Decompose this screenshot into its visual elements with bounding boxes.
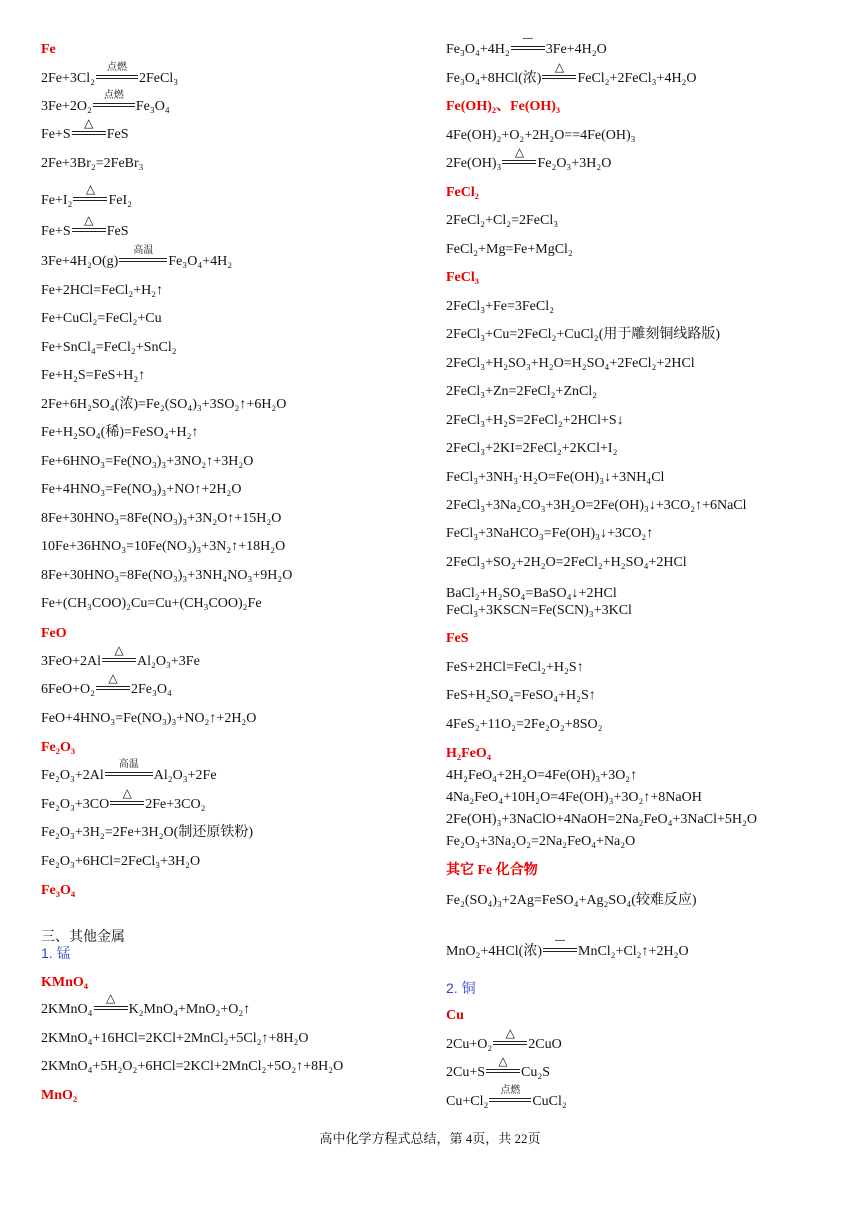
reaction-arrow [102, 643, 136, 662]
reaction-condition: △ [514, 145, 525, 159]
equation-line: Fe+4HNO₃=Fe(NO₃)₃+NO↑+2H₂O [41, 482, 242, 497]
equation-line: 2FeCl₃+Fe=3FeCl₂ [446, 299, 555, 314]
reaction-arrow [96, 671, 130, 690]
equation-line: Fe+6HNO₃=Fe(NO₃)₃+3NO₂↑+3H₂O [41, 454, 254, 469]
equation-rhs: Al₂O₃+3Fe [137, 654, 200, 669]
equation-rhs: Al₂O₃+2Fe [153, 768, 217, 783]
reaction-condition: 点燃 [500, 1085, 521, 1096]
equation-rhs: FeS [106, 224, 129, 239]
equation-line: Fe₂O₃+3Na₂O₂=2Na₂FeO₄+Na₂O [446, 834, 636, 849]
reaction-condition: △ [105, 991, 116, 1005]
equation-line: Fe+(CH₃COO)₂Cu=Cu+(CH₃COO)₂Fe [41, 596, 262, 611]
equation-rhs: 2Fe₃O₄ [131, 682, 172, 697]
equation-lhs: 3Fe+2O₂ [41, 99, 92, 114]
equation-line [41, 182, 132, 209]
page-footer: 高中化学方程式总结，第 4页，共 22页 [319, 1131, 541, 1146]
equation-rhs: CuCl₂ [532, 1094, 567, 1109]
equation-line: 8Fe+30HNO₃=8Fe(NO₃)₃+3NH₄NO₃+9H₂O [41, 568, 293, 583]
equation-lhs: 3Fe+4H₂O(g) [41, 254, 119, 269]
equation-line: 2Fe+6H₂SO₄(浓)=Fe₂(SO₄)₃+3SO₂↑+6H₂O [41, 397, 287, 412]
section-heading: Cu [446, 1008, 464, 1023]
section-heading: MnO₂ [41, 1088, 78, 1103]
equation-line: 2Fe+3Br₂=2FeBr₃ [41, 156, 144, 171]
equation-rhs: Fe₃O₄ [135, 99, 170, 114]
reaction-condition: △ [85, 182, 96, 196]
equation-rhs: Fe₂O₃+3H₂O [537, 156, 612, 171]
equation-lhs: Fe+S [41, 224, 71, 239]
reaction-condition: 点燃 [107, 62, 128, 73]
section-heading: FeO [41, 626, 67, 641]
equation-line [446, 60, 697, 87]
equation-line [41, 116, 129, 143]
reaction-condition: △ [114, 643, 124, 657]
equation-lhs: Fe+I₂ [41, 193, 73, 208]
equation-line: 2FeCl₂+Cl₂=2FeCl₃ [446, 213, 559, 228]
equation-line: FeCl₂+Mg=Fe+MgCl₂ [446, 242, 573, 257]
equation-lhs: 6FeO+O₂ [41, 682, 95, 697]
equation-line: Fe+H₂SO₄(稀)=FeSO₄+H₂↑ [41, 425, 199, 440]
equation-line [41, 62, 179, 87]
subsection-heading: 2. 铜 [446, 980, 476, 996]
equation-line [41, 245, 233, 270]
equation-line: Fe+H₂S=FeS+H₂↑ [41, 368, 146, 383]
equation-line [41, 643, 200, 670]
equation-line: 4Na₂FeO₄+10H₂O=4Fe(OH)₃+3O₂↑+8NaOH [446, 790, 702, 805]
equation-rhs: 2Fe+3CO₂ [145, 797, 206, 812]
reaction-condition: — [555, 935, 565, 946]
reaction-arrow [72, 116, 106, 135]
reaction-condition: 高温 [133, 245, 154, 256]
equation-line: 2FeCl₃+H₂S=2FeCl₂+2HCl+S↓ [446, 413, 624, 428]
reaction-arrow [93, 90, 135, 107]
equation-line: 2Fe(OH)₃+3NaClO+4NaOH=2Na₂FeO₄+3NaCl+5H₂O [446, 812, 757, 827]
equation-line [446, 1026, 562, 1053]
equation-line [41, 90, 170, 115]
reaction-condition: △ [84, 116, 94, 130]
section-heading: Fe(OH)₂、Fe(OH)₃ [446, 99, 561, 114]
equation-line [41, 213, 129, 240]
equation-line: 2FeCl₃+SO₂+2H₂O=2FeCl₂+H₂SO₄+2HCl [446, 555, 687, 570]
equation-line [41, 786, 206, 813]
equation-line [446, 935, 689, 960]
equation-line [446, 145, 612, 172]
equation-line: 2FeCl₃+H₂SO₃+H₂O=H₂SO₄+2FeCl₂+2HCl [446, 356, 695, 371]
equation-line [41, 671, 172, 698]
equation-line: Fe+CuCl₂=FeCl₂+Cu [41, 311, 162, 326]
equation-lhs: 2KMnO₄ [41, 1002, 93, 1017]
equation-line: 2KMnO₄+5H₂O₂+6HCl=2KCl+2MnCl₂+5O₂↑+8H₂O [41, 1059, 344, 1074]
equation-line: FeCl₃+3NaHCO₃=Fe(OH)₃↓+3CO₂↑ [446, 526, 654, 541]
equation-line: 2FeCl₃+2KI=2FeCl₂+2KCl+I₂ [446, 441, 618, 456]
reaction-condition: △ [122, 786, 132, 800]
reaction-condition: △ [498, 1054, 508, 1068]
reaction-condition: 点燃 [103, 90, 124, 101]
section-heading: Fe₂O₃ [41, 740, 76, 755]
chapter-heading: 三、其他金属 [41, 928, 125, 944]
equation-lhs: 2Cu+O₂ [446, 1037, 493, 1052]
equation-lhs: Cu+Cl₂ [446, 1094, 489, 1109]
reaction-arrow [489, 1085, 531, 1102]
equation-line: FeS+H₂SO₄=FeSO₄+H₂S↑ [446, 688, 596, 703]
reaction-arrow [96, 62, 138, 79]
equation-lhs: Fe₂O₃+2Al [41, 768, 104, 783]
reaction-arrow [542, 60, 576, 79]
equation-line: 2FeCl₃+Zn=2FeCl₂+ZnCl₂ [446, 384, 598, 399]
equation-rhs: MnCl₂+Cl₂↑+2H₂O [578, 944, 689, 959]
equation-line [446, 1054, 551, 1081]
reaction-arrow [72, 213, 106, 232]
equation-line [446, 33, 607, 58]
equation-line [41, 759, 217, 784]
equation-rhs: 2FeCl₃ [139, 71, 179, 86]
equation-line: 8Fe+30HNO₃=8Fe(NO₃)₃+3N₂O↑+15H₂O [41, 511, 282, 526]
reaction-arrow [119, 245, 167, 262]
equation-rhs: 2CuO [528, 1037, 562, 1052]
equation-line: Fe₂O₃+6HCl=2FeCl₃+3H₂O [41, 854, 201, 869]
reaction-condition: — [522, 33, 533, 44]
section-heading: FeS [446, 631, 469, 646]
equation-line [41, 991, 251, 1018]
reaction-arrow [543, 935, 577, 952]
section-heading: FeCl₃ [446, 270, 479, 285]
equation-rhs: 3Fe+4H₂O [545, 42, 607, 57]
reaction-condition: △ [505, 1026, 515, 1040]
equation-lhs: 2Fe+3Cl₂ [41, 71, 96, 86]
equation-rhs: Fe₃O₄+4H₂ [168, 254, 233, 269]
equation-rhs: FeI₂ [108, 193, 132, 208]
reaction-arrow [493, 1026, 527, 1045]
equation-line: 4H₂FeO₄+2H₂O=4Fe(OH)₃+3O₂↑ [446, 768, 638, 783]
section-heading: H₂FeO₄ [446, 746, 491, 761]
subsection-heading: 1. 锰 [41, 945, 71, 961]
equation-line [446, 1085, 567, 1110]
equation-lhs: Fe₃O₄+8HCl(浓) [446, 71, 542, 86]
equation-rhs: FeS [106, 127, 129, 142]
section-heading: 其它 Fe 化合物 [446, 863, 538, 878]
equation-line: 2FeCl₃+3Na₂CO₃+3H₂O=2Fe(OH)₃↓+3CO₂↑+6NaCl [446, 498, 747, 513]
equation-rhs: Cu₂S [521, 1065, 551, 1080]
section-heading: Fe [41, 42, 56, 57]
equation-line: FeO+4HNO₃=Fe(NO₃)₃+NO₂↑+2H₂O [41, 711, 257, 726]
reaction-arrow [94, 991, 128, 1010]
equation-line: FeS+2HCl=FeCl₂+H₂S↑ [446, 660, 584, 675]
equation-line: 10Fe+36HNO₃=10Fe(NO₃)₃+3N₂↑+18H₂O [41, 539, 286, 554]
equation-lhs: MnO₂+4HCl(浓) [446, 944, 542, 959]
equation-line: 4Fe(OH)₂+O₂+2H₂O==4Fe(OH)₃ [446, 128, 636, 143]
equation-rhs: K₂MnO₄+MnO₂+O₂↑ [128, 1002, 251, 1017]
equation-line: 4FeS₂+11O₂=2Fe₂O₂+8SO₂ [446, 717, 603, 732]
equation-rhs: FeCl₂+2FeCl₃+4H₂O [577, 71, 697, 86]
reaction-condition: △ [554, 60, 565, 74]
reaction-arrow [511, 33, 545, 50]
section-heading: KMnO₄ [41, 975, 88, 990]
reaction-condition: 高温 [118, 759, 139, 770]
equation-line: 2KMnO₄+16HCl=2KCl+2MnCl₂+5Cl₂↑+8H₂O [41, 1031, 309, 1046]
equation-line: Fe+SnCl₄=FeCl₂+SnCl₂ [41, 340, 177, 355]
reaction-arrow [110, 786, 144, 805]
equation-line: 2FeCl₃+Cu=2FeCl₂+CuCl₂(用于雕刻铜线路版) [446, 327, 721, 342]
equation-line: Fe+2HCl=FeCl₂+H₂↑ [41, 283, 164, 298]
equation-lhs: Fe₃O₄+4H₂ [446, 42, 510, 57]
equation-lhs: 2Fe(OH)₃ [446, 156, 502, 171]
reaction-arrow [502, 145, 536, 164]
equation-line: Fe₂O₃+3H₂=2Fe+3H₂O(制还原铁粉) [41, 825, 253, 840]
section-heading: Fe₃O₄ [41, 883, 76, 898]
reaction-arrow [486, 1054, 520, 1073]
equation-line: FeCl₃+3KSCN=Fe(SCN)₃+3KCl [446, 603, 632, 618]
equation-lhs: 3FeO+2Al [41, 654, 102, 669]
reaction-arrow [105, 759, 153, 776]
section-heading: FeCl₂ [446, 185, 479, 200]
equation-line: BaCl₂+H₂SO₄=BaSO₄↓+2HCl [446, 586, 617, 601]
equation-lhs: Fe+S [41, 127, 71, 142]
equation-line: Fe₂(SO₄)₃+2Ag=FeSO₄+Ag₂SO₄(较难反应) [446, 893, 697, 908]
reaction-arrow [73, 182, 107, 201]
equation-lhs: Fe₂O₃+3CO [41, 797, 110, 812]
equation-line: FeCl₃+3NH₃·H₂O=Fe(OH)₃↓+3NH₄Cl [446, 470, 665, 485]
reaction-condition: △ [84, 213, 94, 227]
reaction-condition: △ [108, 671, 118, 685]
equation-lhs: 2Cu+S [446, 1065, 486, 1080]
